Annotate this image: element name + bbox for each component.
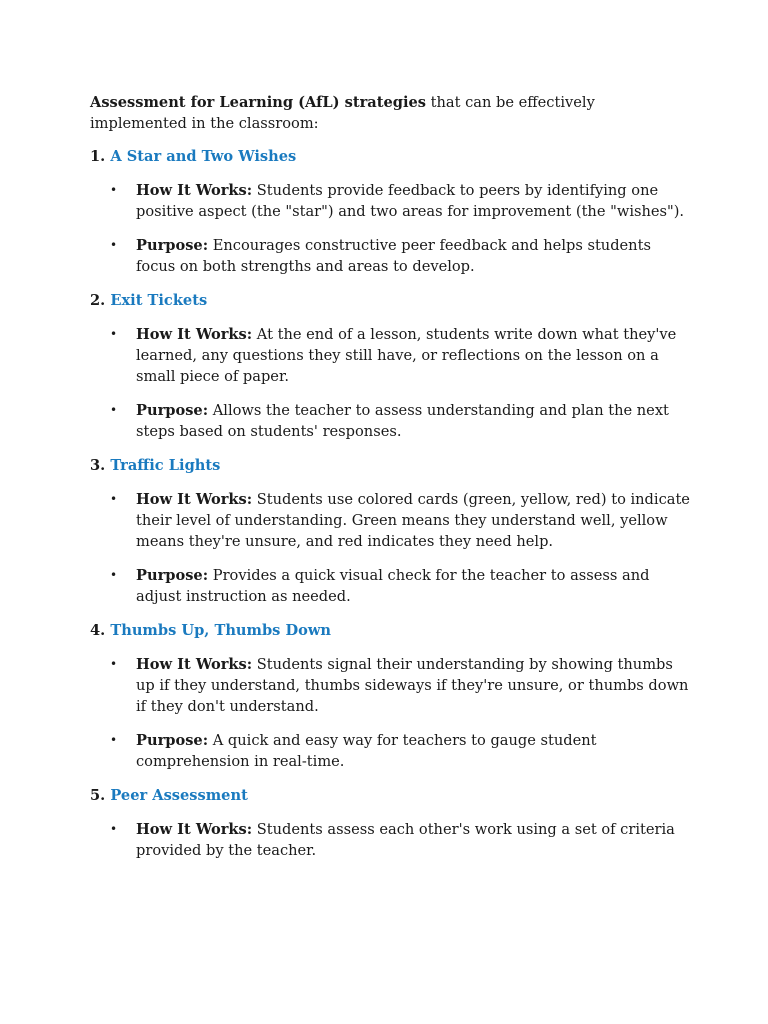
how-it-works-item bbox=[90, 489, 690, 552]
purpose-label: Purpose: bbox=[136, 402, 209, 419]
strategy-points bbox=[90, 654, 690, 772]
bullet-icon: • bbox=[110, 657, 118, 671]
strategy-points bbox=[90, 819, 690, 861]
strategy-title: Exit Tickets bbox=[110, 292, 208, 309]
how-text: Students assess each other's work using a set of criteria provided by the teacher. bbox=[136, 821, 675, 859]
purpose-text: Allows the teacher to assess understanding and plan the next steps based on students' responses. bbox=[136, 402, 669, 440]
bullet-icon: • bbox=[110, 492, 118, 506]
how-label: How It Works: bbox=[136, 656, 253, 673]
bullet-icon: • bbox=[110, 403, 118, 417]
how-label: How It Works: bbox=[136, 182, 253, 199]
how-it-works-item bbox=[90, 324, 690, 387]
purpose-label: Purpose: bbox=[136, 237, 209, 254]
strategy-1 bbox=[90, 146, 690, 277]
how-label: How It Works: bbox=[136, 821, 253, 838]
strategy-3 bbox=[90, 455, 690, 607]
strategy-points bbox=[90, 489, 690, 607]
strategy-number: 4. bbox=[90, 622, 106, 639]
strategy-2 bbox=[90, 290, 690, 442]
bullet-icon: • bbox=[110, 568, 118, 582]
purpose-text: A quick and easy way for teachers to gauge student comprehension in real-time. bbox=[136, 732, 597, 770]
strategy-points bbox=[90, 324, 690, 442]
strategy-title: Thumbs Up, Thumbs Down bbox=[110, 622, 332, 639]
intro-rest: that can be effectively implemented in the classroom: bbox=[90, 94, 595, 132]
how-it-works-item bbox=[90, 819, 690, 861]
purpose-item bbox=[90, 565, 690, 607]
purpose-text: Provides a quick visual check for the teacher to assess and adjust instruction as needed. bbox=[136, 567, 650, 605]
strategy-number: 3. bbox=[90, 457, 106, 474]
strategy-number: 1. bbox=[90, 148, 106, 165]
how-text: Students provide feedback to peers by identifying one positive aspect (the "star") and two areas for improvement (the "wishes"). bbox=[136, 182, 685, 220]
strategy-heading bbox=[90, 785, 690, 806]
intro-bold: Assessment for Learning (AfL) strategies bbox=[90, 94, 427, 111]
strategy-heading bbox=[90, 290, 690, 311]
how-label: How It Works: bbox=[136, 326, 253, 343]
strategy-title: A Star and Two Wishes bbox=[110, 148, 297, 165]
strategy-4 bbox=[90, 620, 690, 772]
strategy-5 bbox=[90, 785, 690, 861]
purpose-label: Purpose: bbox=[136, 567, 209, 584]
strategy-heading bbox=[90, 620, 690, 641]
purpose-item bbox=[90, 730, 690, 772]
purpose-text: Encourages constructive peer feedback and helps students focus on both strengths and areas to develop. bbox=[136, 237, 651, 275]
bullet-icon: • bbox=[110, 327, 118, 341]
intro-paragraph bbox=[90, 92, 690, 134]
purpose-item bbox=[90, 400, 690, 442]
strategy-number: 2. bbox=[90, 292, 106, 309]
strategy-heading bbox=[90, 455, 690, 476]
how-text: Students signal their understanding by showing thumbs up if they understand, thumbs sideways if they're unsure, or thumbs down if they don't understand. bbox=[136, 656, 689, 715]
purpose-label: Purpose: bbox=[136, 732, 209, 749]
bullet-icon: • bbox=[110, 822, 118, 836]
strategy-title: Traffic Lights bbox=[110, 457, 221, 474]
strategy-number: 5. bbox=[90, 787, 106, 804]
bullet-icon: • bbox=[110, 733, 118, 747]
how-it-works-item bbox=[90, 180, 690, 222]
purpose-item bbox=[90, 235, 690, 277]
how-label: How It Works: bbox=[136, 491, 253, 508]
strategy-heading bbox=[90, 146, 690, 167]
how-it-works-item bbox=[90, 654, 690, 717]
document-page bbox=[90, 92, 690, 874]
how-text: At the end of a lesson, students write down what they've learned, any questions they still have, or reflections on the lesson on a small piece of paper. bbox=[136, 326, 677, 385]
bullet-icon: • bbox=[110, 238, 118, 252]
strategy-points bbox=[90, 180, 690, 277]
bullet-icon: • bbox=[110, 183, 118, 197]
how-text: Students use colored cards (green, yellow, red) to indicate their level of understanding. Green means they understand well, yellow means they're unsure, and red indicates they need help. bbox=[136, 491, 690, 550]
strategy-title: Peer Assessment bbox=[110, 787, 248, 804]
